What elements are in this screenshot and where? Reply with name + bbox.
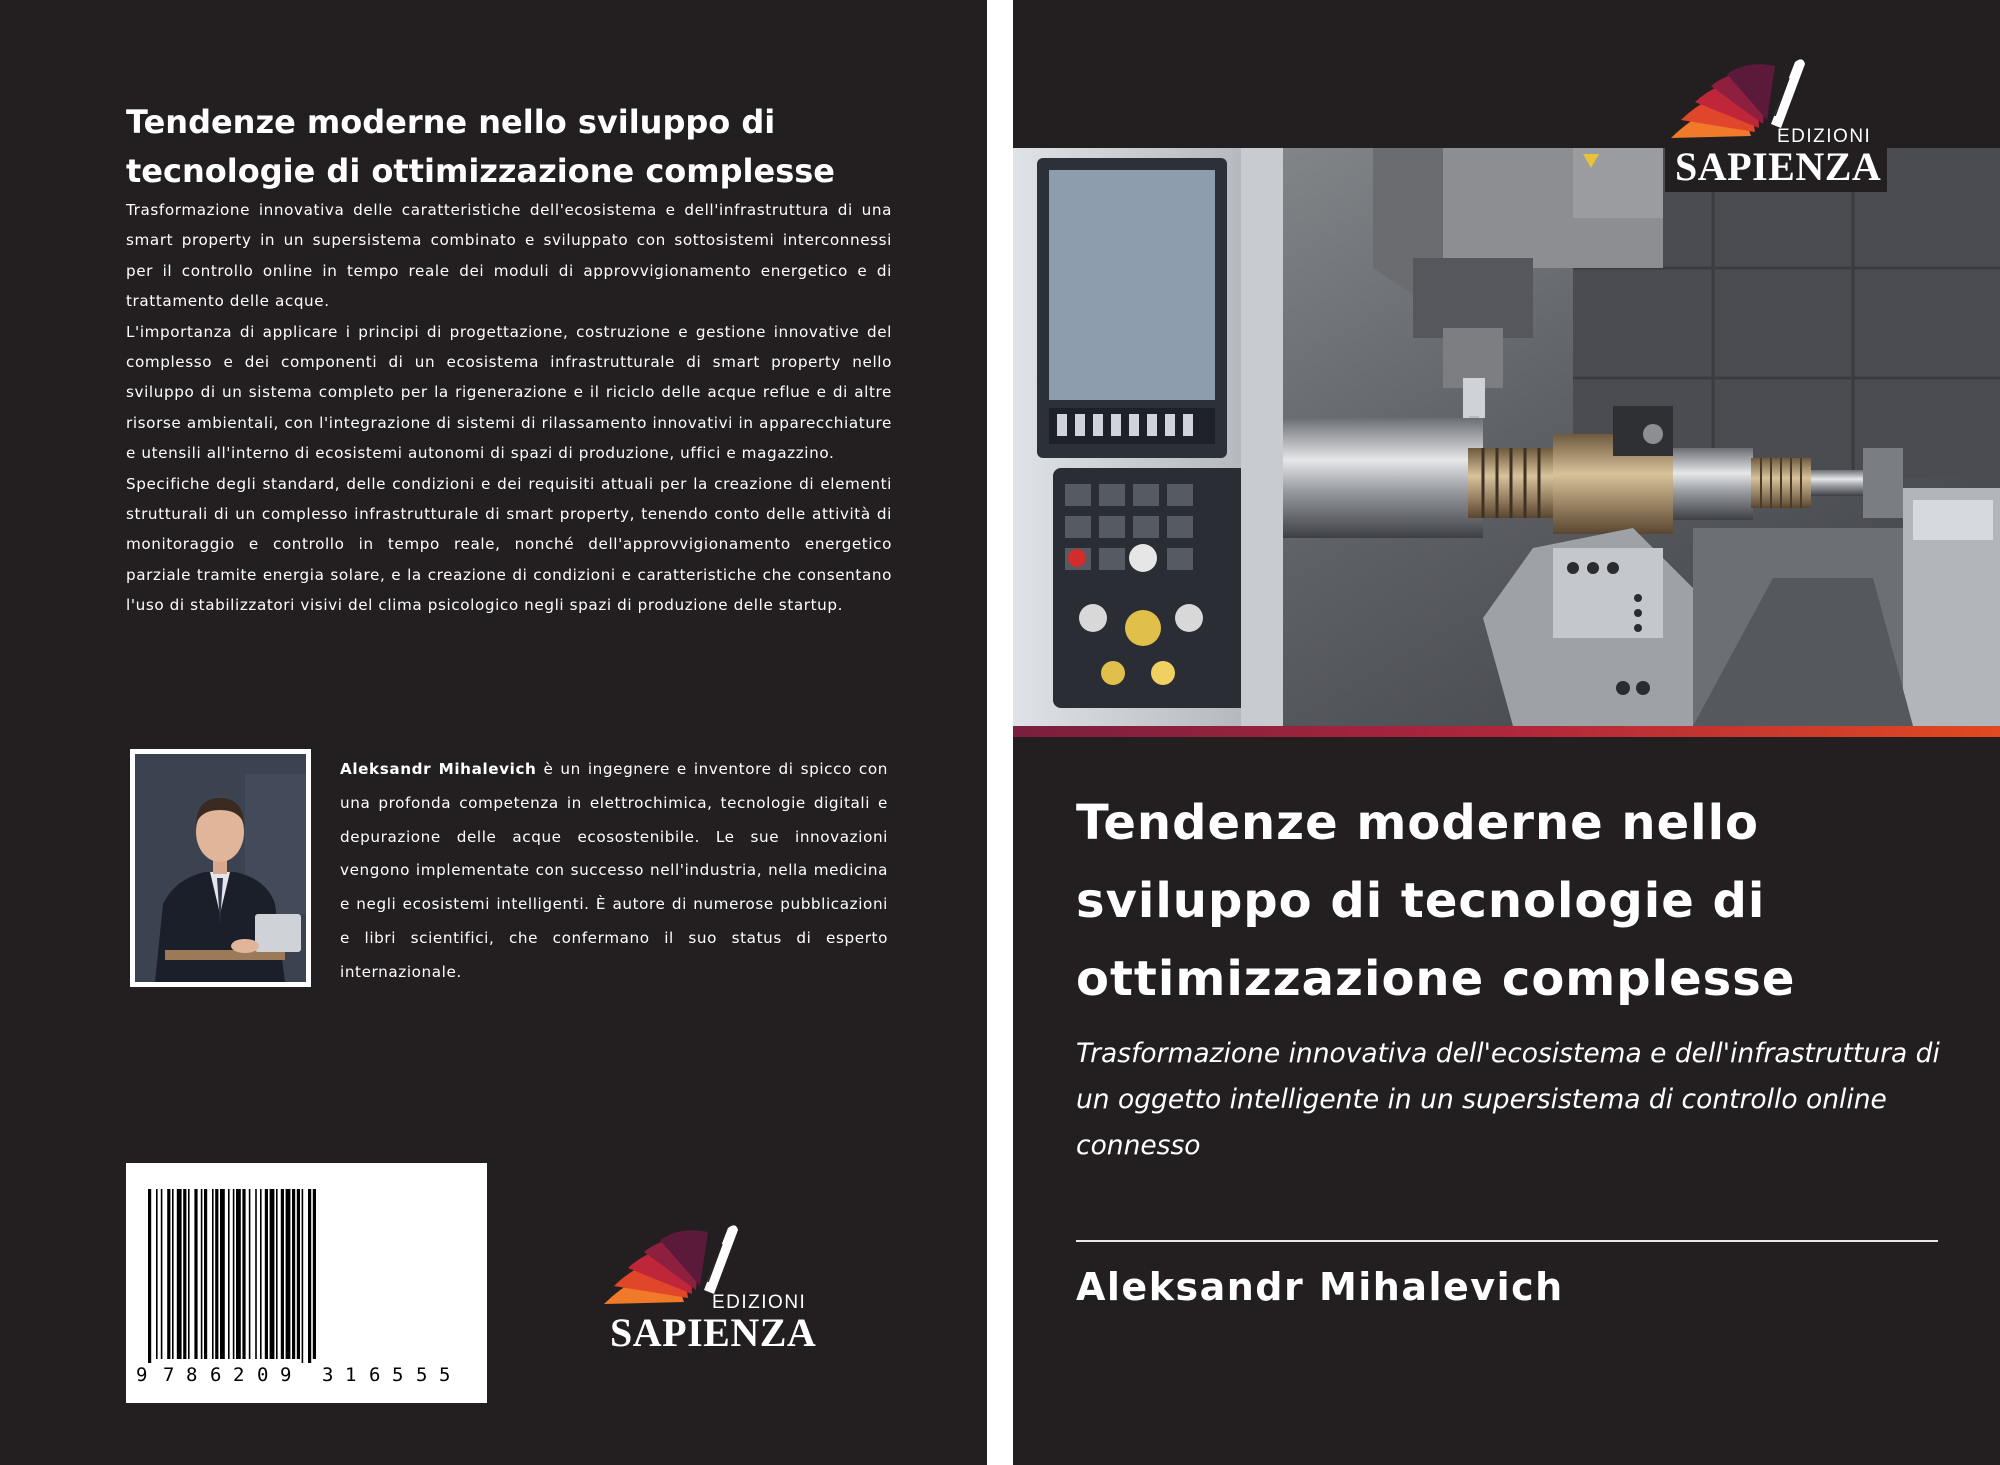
author-portrait-illustration — [135, 754, 306, 982]
barcode-bar — [292, 1189, 295, 1359]
logo-edizioni-text: EDIZIONI — [1777, 126, 1872, 147]
barcode-bar — [236, 1189, 241, 1359]
back-cover-title: Tendenze moderne nello sviluppo di tecnologie di ottimizzazione complesse — [126, 103, 835, 190]
barcode-bar — [204, 1189, 207, 1359]
isbn-digit: 6 — [369, 1364, 381, 1386]
barcode-bar — [148, 1189, 151, 1363]
isbn-digit: 9 — [280, 1364, 292, 1386]
author-bio-name: Aleksandr Mihalevich — [340, 760, 537, 778]
description-paragraph: Trasformazione innovativa delle caratteristiche dell'ecosistema e dell'infrastruttura di una smart property in un supersistema combinato e sviluppato con sottosistemi interconnessi per il controllo online in tempo reale dei moduli di approvvigionamento energetico e di trattamento delle acque. — [126, 201, 892, 311]
barcode-bar — [302, 1189, 304, 1363]
author-bio-text: è un ingegnere e inventore di spicco con una profonda competenza in elettrochimica, tecnologie digitali e depurazione delle acque ecosostenibile. Le sue innovazioni vengono implementate con successo nell'industria, nella medicina e negli ecosistemi intelligenti. È autore di numerose pubblicazioni e libri scientifici, che confermano il suo status di esperto internazionale. — [340, 760, 888, 981]
cover-color-strip — [1013, 726, 2000, 737]
barcode-bar — [233, 1189, 235, 1359]
author-photo — [130, 749, 311, 987]
barcode-bar — [156, 1189, 158, 1359]
cover-photo — [1013, 148, 2000, 726]
barcode-bar — [212, 1189, 214, 1359]
barcode-bar — [172, 1189, 174, 1359]
logo-edizioni-text: EDIZIONI — [712, 1292, 807, 1313]
isbn-digit: 9 — [136, 1364, 148, 1386]
sapienza-logo-icon — [1665, 56, 1887, 192]
barcode-bar — [242, 1189, 245, 1359]
front-cover-subtitle: Trasformazione innovativa dell'ecosistema e dell'infrastruttura di un oggetto intelligente in un supersistema di controllo online connesso — [1076, 1038, 1940, 1161]
barcode-bar — [188, 1189, 190, 1359]
isbn-digit: 8 — [186, 1364, 198, 1386]
barcode-bar — [249, 1189, 251, 1359]
isbn-digit: 3 — [322, 1364, 334, 1386]
description-paragraph: Specifiche degli standard, delle condizioni e dei requisiti attuali per la creazione di elementi strutturali di un complesso infrastrutturale di smart property, tenendo conto delle attività di monitoraggio e controllo in tempo reale, nonché dell'approvvigionamento energetico parziale tramite energia solare, e la creazione di condizioni e caratteristiche che consentano l'uso di stabilizzatori visivi del clima psicologico negli spazi di produzione delle startup. — [126, 474, 892, 615]
logo-sapienza-text: SAPIENZA — [610, 1310, 817, 1355]
sapienza-logo-icon — [604, 1222, 826, 1358]
barcode-bar — [313, 1189, 316, 1359]
barcode-bar — [270, 1189, 275, 1359]
back-cover-description — [126, 195, 892, 621]
publisher-logo-front — [1665, 56, 1887, 192]
barcode-bar — [297, 1189, 300, 1359]
barcode-bar — [276, 1189, 278, 1359]
isbn-digit: 2 — [233, 1364, 245, 1386]
barcode-bar — [308, 1189, 311, 1363]
isbn-digit: 7 — [163, 1364, 175, 1386]
barcode-bar — [215, 1189, 218, 1359]
barcode-bar — [167, 1189, 170, 1359]
author-bio — [340, 753, 888, 990]
isbn-digit: 6 — [210, 1364, 222, 1386]
barcode-bar — [265, 1189, 268, 1359]
barcode-bar — [260, 1189, 262, 1359]
barcode-bar — [286, 1189, 291, 1359]
barcode-bar — [228, 1189, 230, 1359]
barcode-bar — [183, 1189, 186, 1359]
isbn-digit: 1 — [345, 1364, 357, 1386]
isbn-digit: 5 — [416, 1364, 428, 1386]
title-divider — [1076, 1240, 1938, 1242]
barcode-bar — [194, 1189, 197, 1359]
description-paragraph: L'importanza di applicare i principi di progettazione, costruzione e gestione innovative del complesso e dei componenti di un ecosistema infrastrutturale di smart property nello sviluppo di un sistema completo per la rigenerazione e il riciclo delle acque reflue e di altre risorse ambientali, con l'integrazione di sistemi di rilassamento innovativi in apparecchiature e utensili all'interno di ecosistemi autonomi di spazi di produzione, uffici e magazzino. — [126, 322, 892, 463]
isbn-digit: 5 — [439, 1364, 451, 1386]
barcode-bars — [126, 1163, 487, 1363]
barcode-bar — [201, 1189, 203, 1359]
isbn-digit: 0 — [257, 1364, 269, 1386]
barcode-bar — [161, 1189, 163, 1359]
isbn-digit: 5 — [392, 1364, 404, 1386]
barcode-bar — [220, 1189, 225, 1359]
logo-sapienza-text: SAPIENZA — [1675, 144, 1882, 189]
barcode-bar — [177, 1189, 182, 1359]
cnc-lathe-icon — [1013, 148, 2000, 726]
front-cover-author: Aleksandr Mihalevich — [1076, 1265, 1564, 1309]
publisher-logo-back — [604, 1222, 826, 1358]
isbn-digits — [126, 1364, 487, 1388]
isbn-barcode — [126, 1163, 487, 1403]
front-cover-title: Tendenze moderne nello sviluppo di tecnologie di ottimizzazione complesse — [1076, 795, 1796, 1007]
barcode-bar — [255, 1189, 257, 1359]
barcode-bar — [281, 1189, 284, 1359]
